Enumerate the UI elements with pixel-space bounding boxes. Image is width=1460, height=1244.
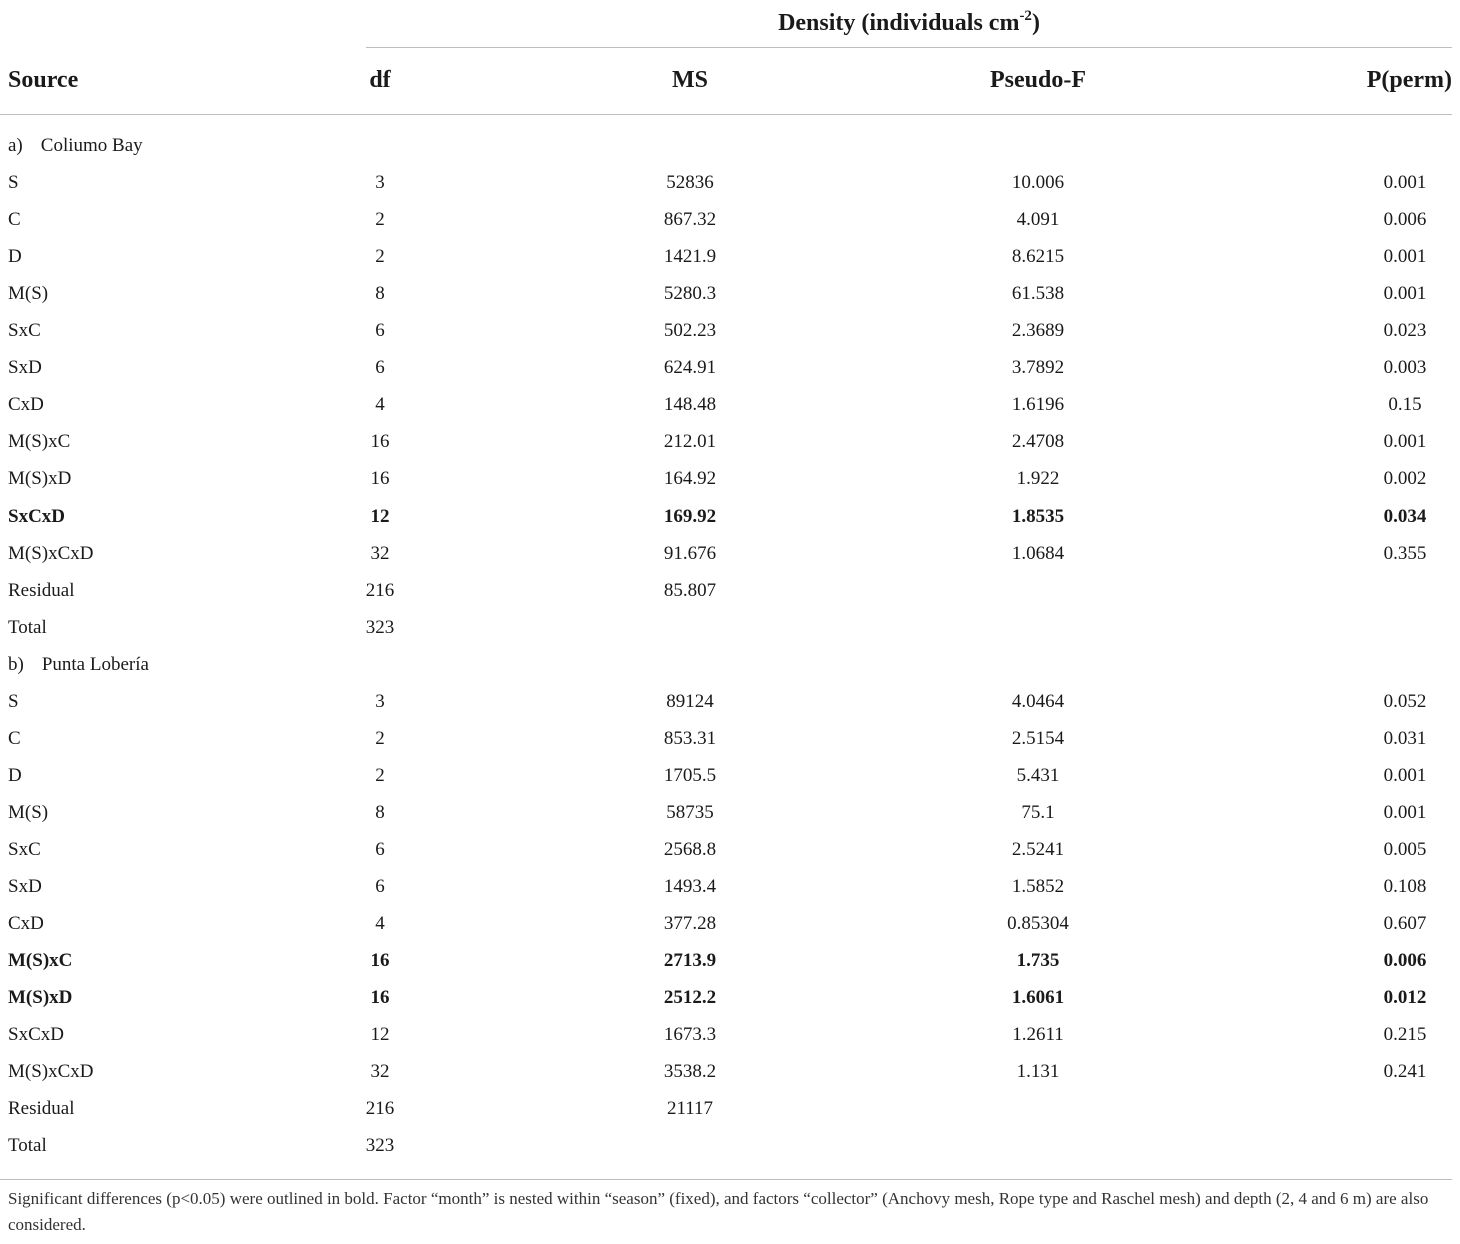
column-header-source: Source — [8, 67, 79, 93]
source-cell: M(S)xD — [8, 987, 73, 1009]
column-header-p-perm: P(perm) — [1366, 67, 1452, 93]
p-perm-cell: 0.023 — [1383, 320, 1427, 342]
ms-cell: 1705.5 — [663, 764, 717, 786]
df-cell: 6 — [375, 838, 385, 860]
table-row — [0, 609, 1460, 646]
ms-cell: 1421.9 — [663, 246, 717, 268]
pseudo-f-cell: 1.131 — [1016, 1061, 1060, 1083]
source-cell: CxD — [8, 394, 44, 416]
source-cell: SxC — [8, 838, 41, 860]
table-row — [0, 1016, 1460, 1053]
pseudo-f-cell: 3.7892 — [1011, 357, 1065, 379]
ms-cell — [630, 1127, 750, 1164]
ms-cell — [630, 609, 750, 646]
p-perm-cell: 0.003 — [1383, 357, 1427, 379]
p-perm-cell: 0.001 — [1383, 172, 1427, 194]
p-perm-cell: 0.001 — [1383, 283, 1427, 305]
p-perm-cell: 0.001 — [1383, 801, 1427, 823]
source-cell: M(S)xCxD — [8, 1061, 94, 1083]
p-perm-cell: 0.215 — [1383, 1024, 1427, 1046]
p-perm-cell: 0.15 — [1388, 394, 1422, 416]
section-label — [8, 646, 149, 683]
ms-cell: 21117 — [666, 1098, 714, 1120]
table-row — [0, 423, 1460, 460]
source-cell: S — [8, 690, 19, 712]
table-row — [0, 683, 1460, 720]
table-row — [0, 572, 1460, 609]
column-header-pseudo-f: Pseudo-F — [990, 67, 1086, 93]
source-cell: C — [8, 727, 21, 749]
df-cell: 16 — [370, 950, 390, 972]
ms-cell: 1673.3 — [663, 1024, 717, 1046]
p-perm-cell: 0.108 — [1383, 876, 1427, 897]
group-header-rule — [366, 47, 1452, 48]
density-group-header: Density (individuals $cm^{-2}$) — [778, 8, 1040, 36]
df-cell: 4 — [375, 394, 385, 416]
p-perm-cell: 0.002 — [1383, 468, 1427, 490]
source-cell: Residual — [8, 1098, 75, 1120]
pseudo-f-cell: 61.538 — [1011, 283, 1065, 305]
section-letter: a) — [8, 135, 23, 156]
df-cell: 12 — [370, 1024, 390, 1046]
table-row — [0, 238, 1460, 275]
df-cell: 323 — [365, 616, 395, 638]
ms-cell: 164.92 — [663, 468, 717, 490]
pseudo-f-cell: 1.6061 — [1011, 987, 1065, 1009]
pseudo-f-cell — [978, 572, 1098, 609]
table-row — [0, 164, 1460, 201]
table-row — [0, 1090, 1460, 1127]
pseudo-f-cell: 2.5154 — [1011, 727, 1065, 749]
ms-cell: 2512.2 — [663, 987, 717, 1009]
ms-cell: 148.48 — [663, 394, 717, 416]
ms-cell: 853.31 — [663, 727, 717, 749]
source-cell: SxD — [8, 876, 42, 897]
df-cell: 2 — [375, 246, 385, 268]
source-cell: S — [8, 172, 19, 194]
p-perm-cell: 0.031 — [1383, 727, 1427, 749]
df-cell: 16 — [370, 987, 390, 1009]
p-perm-cell: 0.012 — [1383, 987, 1427, 1009]
p-perm-cell: 0.241 — [1383, 1061, 1427, 1083]
ms-cell: 2568.8 — [663, 838, 717, 860]
df-cell: 2 — [375, 764, 385, 786]
df-cell: 12 — [370, 505, 390, 527]
p-perm-cell — [1345, 1127, 1460, 1164]
pseudo-f-cell: 2.3689 — [1011, 320, 1065, 342]
source-cell: SxC — [8, 320, 41, 342]
ms-cell: 52836 — [666, 172, 714, 194]
source-cell: Residual — [8, 579, 75, 601]
section-header — [0, 127, 1460, 164]
table-row — [0, 979, 1460, 1016]
table-footnote: Significant differences (p<0.05) were outlined in bold. Factor “month” is nested within “season” (fixed), and factors “collector” (Anchovy mesh, Rope type and Raschel mesh) and depth (2, 4 and 6 m) are also considered. — [8, 1189, 1429, 1234]
df-cell: 16 — [370, 468, 390, 490]
section-name: Punta Lobería — [41, 653, 149, 675]
p-perm-cell — [1345, 1090, 1460, 1127]
source-cell: M(S)xD — [8, 468, 72, 490]
section-label — [8, 127, 143, 164]
table-row — [0, 720, 1460, 757]
header-bottom-rule — [0, 114, 1452, 115]
df-cell: 6 — [375, 320, 385, 342]
table-row — [0, 905, 1460, 942]
ms-cell: 5280.3 — [663, 283, 717, 305]
table-row — [0, 794, 1460, 831]
p-perm-cell: 0.001 — [1383, 246, 1427, 268]
pseudo-f-cell — [978, 1090, 1098, 1127]
ms-cell: 2713.9 — [663, 950, 717, 972]
ms-cell: 867.32 — [663, 209, 717, 231]
pseudo-f-cell: 1.2611 — [1012, 1024, 1064, 1046]
table-row — [0, 757, 1460, 794]
ms-cell: 502.23 — [663, 320, 717, 342]
pseudo-f-cell: 1.735 — [1016, 950, 1060, 972]
table-row — [0, 201, 1460, 238]
source-cell: CxD — [8, 913, 44, 935]
ms-cell: 1493.4 — [663, 876, 717, 897]
section-letter: b) — [8, 653, 24, 675]
table-row — [0, 498, 1460, 535]
pseudo-f-cell: 8.6215 — [1011, 246, 1065, 268]
pseudo-f-cell: 2.5241 — [1011, 838, 1065, 860]
df-cell: 16 — [370, 431, 390, 453]
p-perm-cell: 0.001 — [1383, 431, 1427, 453]
p-perm-cell: 0.052 — [1383, 690, 1427, 712]
p-perm-cell: 0.355 — [1383, 542, 1427, 564]
source-cell: SxCxD — [8, 1024, 64, 1046]
pseudo-f-cell: 4.091 — [1016, 209, 1060, 231]
table-row — [0, 942, 1460, 979]
pseudo-f-cell: 1.922 — [1016, 468, 1060, 490]
pseudo-f-cell: 4.0464 — [1011, 690, 1065, 712]
ms-cell: 58735 — [666, 801, 714, 823]
section-name: Coliumo Bay — [40, 135, 143, 156]
df-cell: 3 — [375, 690, 385, 712]
p-perm-cell — [1345, 572, 1460, 609]
df-cell: 6 — [375, 357, 385, 379]
source-cell: D — [8, 246, 22, 268]
column-header-ms: MS — [672, 67, 708, 93]
table-row — [0, 868, 1460, 905]
p-perm-cell: 0.034 — [1383, 505, 1427, 527]
df-cell: 3 — [375, 172, 385, 194]
ms-cell: 212.01 — [663, 431, 717, 453]
source-cell: D — [8, 764, 22, 786]
pseudo-f-cell — [978, 609, 1098, 646]
pseudo-f-cell: 1.0684 — [1011, 542, 1065, 564]
pseudo-f-cell: 75.1 — [1021, 801, 1055, 823]
table-row — [0, 312, 1460, 349]
ms-cell: 3538.2 — [663, 1061, 717, 1083]
df-cell: 323 — [365, 1135, 395, 1157]
df-cell: 2 — [375, 209, 385, 231]
p-perm-cell: 0.006 — [1383, 950, 1427, 972]
p-perm-cell: 0.001 — [1383, 764, 1427, 786]
source-cell: M(S) — [8, 283, 49, 305]
table-row — [0, 349, 1460, 386]
section-header — [0, 646, 1460, 683]
source-cell: M(S)xC — [8, 950, 73, 972]
source-cell: SxD — [8, 357, 42, 379]
pseudo-f-cell: 2.4708 — [1011, 431, 1065, 453]
p-perm-cell: 0.006 — [1383, 209, 1427, 231]
ms-cell: 89124 — [666, 690, 714, 712]
table-row — [0, 1053, 1460, 1090]
table-row — [0, 535, 1460, 572]
df-cell: 6 — [375, 876, 385, 897]
df-cell: 216 — [365, 1098, 395, 1120]
source-cell: C — [8, 209, 21, 231]
pseudo-f-cell — [978, 1127, 1098, 1164]
df-cell: 32 — [370, 1061, 390, 1083]
table-row — [0, 275, 1460, 312]
pseudo-f-cell: 0.85304 — [1007, 913, 1069, 935]
table-row — [0, 460, 1460, 497]
pseudo-f-cell: 10.006 — [1011, 172, 1065, 194]
ms-cell: 169.92 — [663, 505, 717, 527]
source-cell: Total — [8, 616, 47, 638]
column-header-df: df — [369, 67, 391, 93]
ms-cell: 624.91 — [663, 357, 717, 379]
ms-cell: 85.807 — [663, 579, 717, 601]
table-row — [0, 831, 1460, 868]
pseudo-f-cell: 5.431 — [1016, 764, 1060, 786]
pseudo-f-cell: 1.6196 — [1011, 394, 1065, 416]
footnote-rule — [0, 1179, 1452, 1180]
df-cell: 8 — [375, 283, 385, 305]
p-perm-cell: 0.005 — [1383, 838, 1427, 860]
source-cell: SxCxD — [8, 505, 66, 527]
ms-cell: 91.676 — [663, 542, 717, 564]
table-row — [0, 386, 1460, 423]
table-row — [0, 1127, 1460, 1164]
df-cell: 4 — [375, 913, 385, 935]
source-cell: Total — [8, 1135, 47, 1157]
pseudo-f-cell: 1.8535 — [1011, 505, 1065, 527]
ms-cell: 377.28 — [663, 913, 717, 935]
df-cell: 32 — [370, 542, 390, 564]
pseudo-f-cell: 1.5852 — [1011, 876, 1065, 897]
df-cell: 216 — [365, 579, 395, 601]
df-cell: 8 — [375, 801, 385, 823]
p-perm-cell: 0.607 — [1383, 913, 1427, 935]
p-perm-cell — [1345, 609, 1460, 646]
source-cell: M(S)xC — [8, 431, 71, 453]
source-cell: M(S)xCxD — [8, 542, 94, 564]
df-cell: 2 — [375, 727, 385, 749]
source-cell: M(S) — [8, 801, 49, 823]
